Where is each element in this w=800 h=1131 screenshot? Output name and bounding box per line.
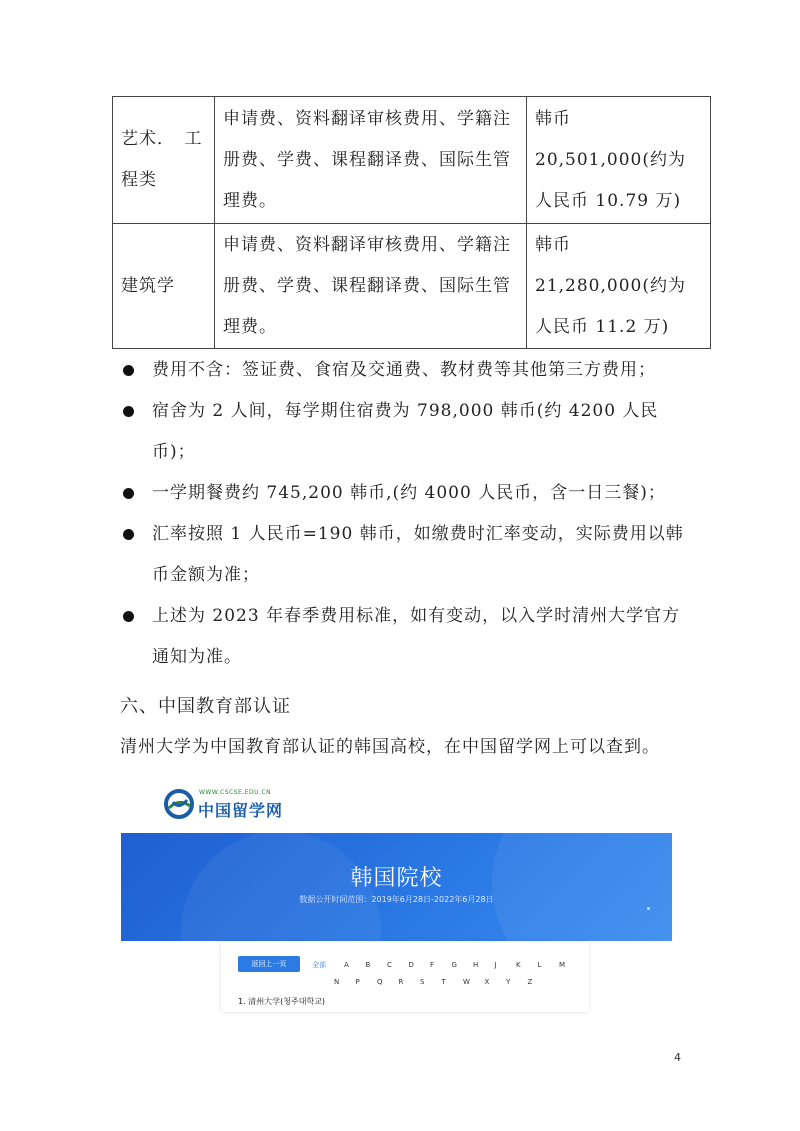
letter-filter[interactable]: M [559, 961, 566, 969]
school-filter-panel [221, 942, 589, 1012]
letter-filter[interactable]: C [387, 961, 392, 969]
filter-all[interactable]: 全部 [312, 961, 326, 969]
letter-filter-row [312, 960, 581, 970]
page-number: 4 [674, 1051, 681, 1064]
decor-dot [647, 907, 650, 910]
letter-filter[interactable]: S [420, 978, 425, 986]
major-cell: 建筑学 [113, 224, 215, 349]
fee-items-cell: 申请费、资料翻译审核费用、学籍注册费、学费、课程翻译费、国际生管理费。 [215, 97, 527, 224]
list-item: 汇率按照 1 人民币=190 韩币，如缴费时汇率变动，实际费用以韩币金额为准； [118, 514, 688, 596]
letter-filter[interactable]: Y [506, 978, 511, 986]
bullet-icon [123, 529, 134, 540]
list-item: 宿舍为 2 人间，每学期住宿费为 798,000 韩币(约 4200 人民币)； [118, 391, 688, 473]
cost-cell: 韩币 21,280,000(约为人民币 11.2 万) [527, 224, 711, 349]
letter-filter[interactable]: N [334, 978, 340, 986]
section-title: 六、中国教育部认证 [120, 696, 291, 717]
table-row [113, 97, 711, 224]
notes-list [118, 350, 688, 678]
letter-filter-row [334, 978, 549, 986]
section-text: 清州大学为中国教育部认证的韩国高校，在中国留学网上可以查到。 [120, 737, 660, 757]
letter-filter[interactable]: B [365, 961, 371, 969]
letter-filter[interactable]: W [463, 978, 470, 986]
list-item: 费用不含：签证费、食宿及交通费、教材费等其他第三方费用； [118, 350, 688, 391]
letter-filter[interactable]: A [344, 961, 349, 969]
letter-filter[interactable]: Z [527, 978, 533, 986]
letter-filter[interactable]: D [408, 961, 414, 969]
bullet-icon [123, 406, 134, 417]
list-item: 上述为 2023 年春季费用标准，如有变动，以入学时清州大学官方通知为准。 [118, 596, 688, 678]
school-entry[interactable]: 1. 清州大学(청주대학교) [238, 997, 326, 1006]
letter-filter[interactable]: K [516, 961, 521, 969]
letter-filter[interactable]: Q [377, 978, 383, 986]
letter-filter[interactable]: X [484, 978, 490, 986]
list-item: 一学期餐费约 745,200 韩币,(约 4000 人民币，含一日三餐)； [118, 473, 688, 514]
back-button[interactable]: 返回上一页 [238, 956, 300, 972]
letter-filter[interactable]: L [537, 961, 542, 969]
letter-filter[interactable]: H [473, 961, 479, 969]
banner-subtitle: 数据公开时间范围：2019年6月28日-2022年6月28日 [299, 895, 494, 904]
cscse-logo-icon [163, 788, 195, 820]
table-row [113, 224, 711, 349]
bullet-icon [123, 488, 134, 499]
fee-table [112, 96, 711, 349]
bullet-icon [123, 611, 134, 622]
banner [121, 833, 672, 941]
logo-url: WWW.CSCSE.EDU.CN [199, 789, 272, 796]
fee-items-cell: 申请费、资料翻译审核费用、学籍注册费、学费、课程翻译费、国际生管理费。 [215, 224, 527, 349]
bullet-icon [123, 365, 134, 376]
letter-filter[interactable]: J [494, 961, 497, 969]
cost-cell: 韩币 20,501,000(约为人民币 10.79 万) [527, 97, 711, 224]
letter-filter[interactable]: G [451, 961, 457, 969]
cscse-logo [163, 786, 293, 826]
letter-filter[interactable]: T [441, 978, 446, 986]
logo-name: 中国留学网 [198, 801, 284, 820]
letter-filter[interactable]: P [355, 978, 360, 986]
letter-filter[interactable]: R [398, 978, 404, 986]
major-cell: 艺术． 工程类 [113, 97, 215, 224]
banner-title: 韩国院校 [350, 866, 443, 891]
letter-filter[interactable]: F [430, 961, 435, 969]
